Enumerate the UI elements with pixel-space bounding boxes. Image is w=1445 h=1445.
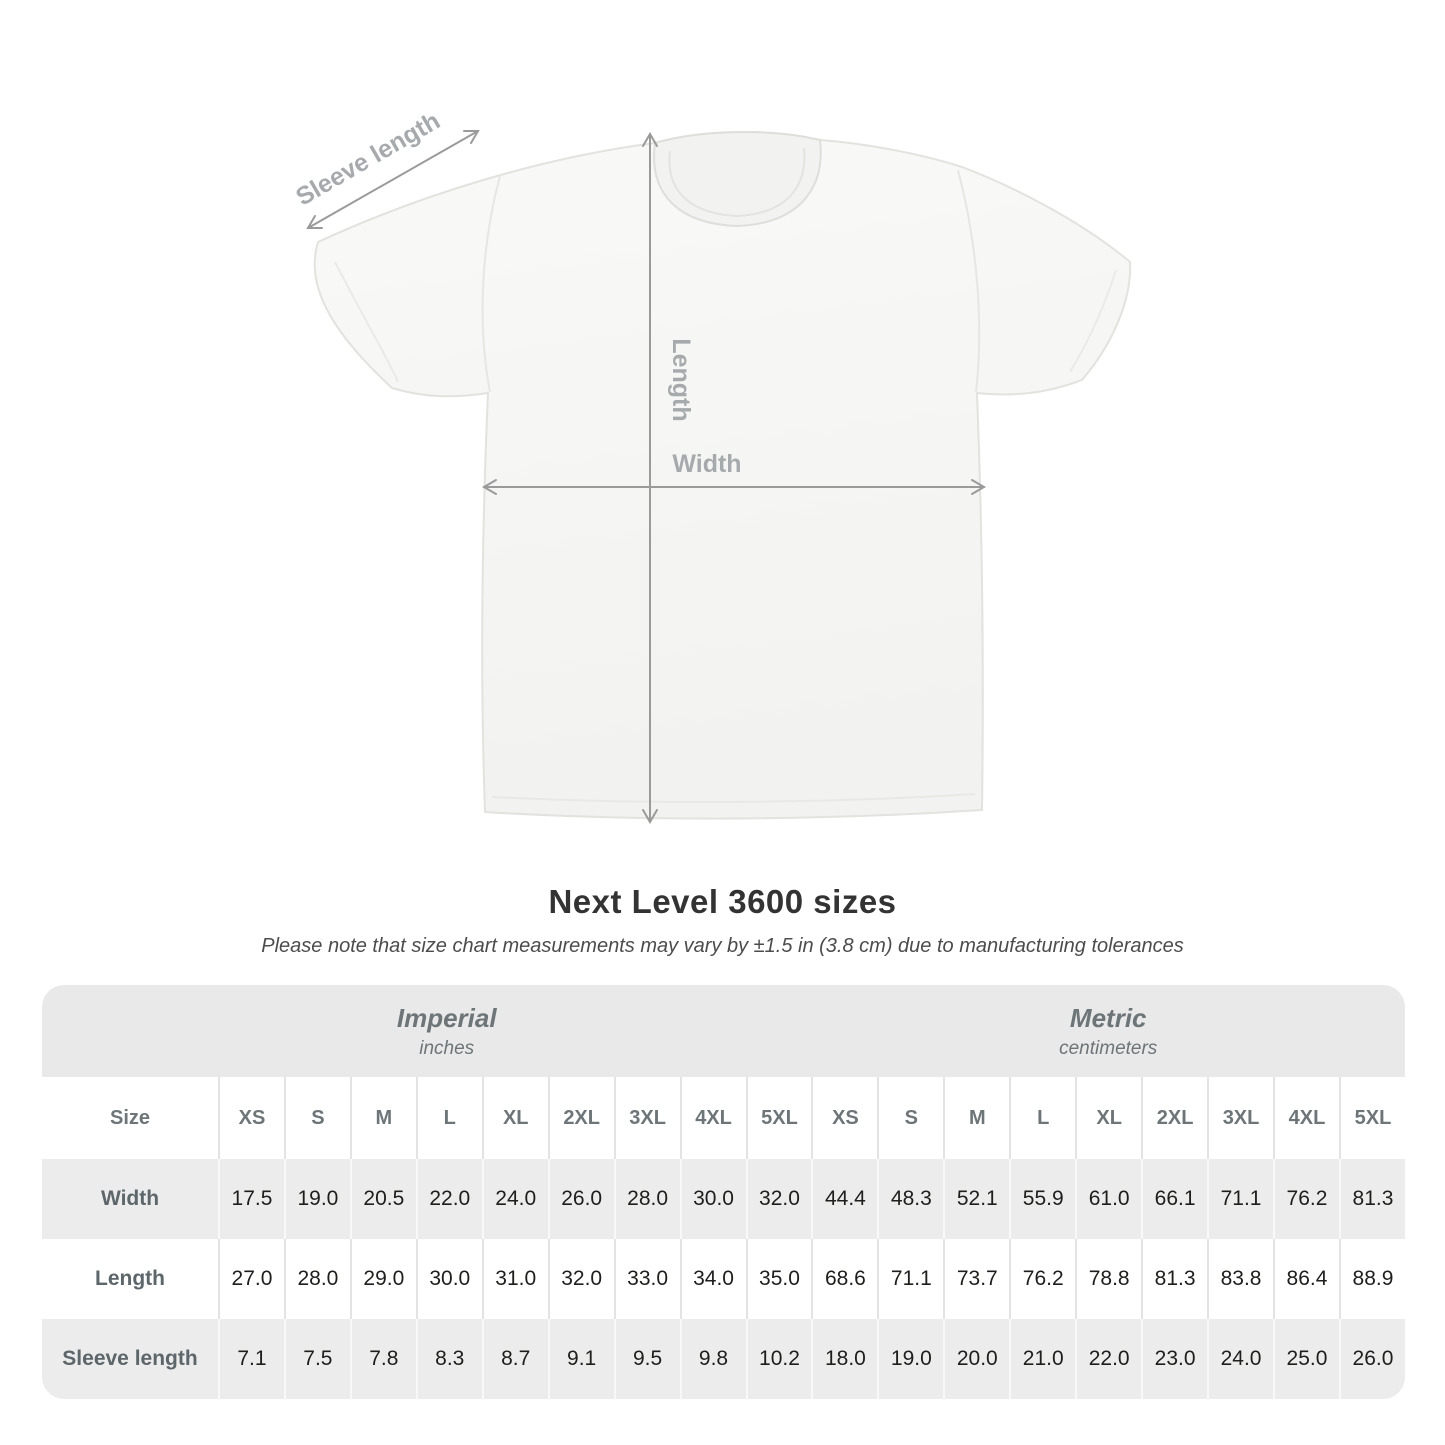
value-cell: 24.0 xyxy=(1207,1319,1273,1399)
value-cell: 31.0 xyxy=(482,1239,548,1319)
row-label: Sleeve length xyxy=(62,1347,198,1370)
size-col-header: M xyxy=(350,1077,416,1159)
size-table-container xyxy=(42,985,1405,1399)
value-cell: 26.0 xyxy=(548,1159,614,1239)
heading-block xyxy=(0,882,1445,959)
length-label: Length xyxy=(667,338,695,422)
value-cell: 81.3 xyxy=(1339,1159,1405,1239)
size-col-header: 3XL xyxy=(614,1077,680,1159)
size-col-header: S xyxy=(284,1077,350,1159)
value-cell: 7.8 xyxy=(350,1319,416,1399)
imperial-title: Imperial xyxy=(396,1002,497,1033)
sleeve-length-label: Sleeve length xyxy=(291,106,445,212)
value-cell: 21.0 xyxy=(1009,1319,1075,1399)
size-col-header: 4XL xyxy=(680,1077,746,1159)
value-cell: 33.0 xyxy=(614,1239,680,1319)
metric-title: Metric xyxy=(1069,1002,1147,1033)
size-col-header: 2XL xyxy=(548,1077,614,1159)
value-cell: 22.0 xyxy=(416,1159,482,1239)
value-cell: 24.0 xyxy=(482,1159,548,1239)
metric-group-header xyxy=(811,985,1405,1077)
value-cell: 17.5 xyxy=(218,1159,284,1239)
size-header-row xyxy=(42,1077,1405,1159)
value-cell: 9.5 xyxy=(614,1319,680,1399)
value-cell: 28.0 xyxy=(614,1159,680,1239)
value-cell: 8.3 xyxy=(416,1319,482,1399)
value-cell: 9.8 xyxy=(680,1319,746,1399)
value-cell: 76.2 xyxy=(1009,1239,1075,1319)
imperial-group-header xyxy=(42,985,811,1077)
size-col-header: XS xyxy=(218,1077,284,1159)
value-cell: 22.0 xyxy=(1075,1319,1141,1399)
value-cell: 52.1 xyxy=(943,1159,1009,1239)
size-col-header: S xyxy=(877,1077,943,1159)
value-cell: 25.0 xyxy=(1273,1319,1339,1399)
size-col-header: L xyxy=(416,1077,482,1159)
value-cell: 73.7 xyxy=(943,1239,1009,1319)
value-cell: 28.0 xyxy=(284,1239,350,1319)
value-cell: 78.8 xyxy=(1075,1239,1141,1319)
value-cell: 30.0 xyxy=(680,1159,746,1239)
value-cell: 71.1 xyxy=(1207,1159,1273,1239)
size-col-header: 2XL xyxy=(1141,1077,1207,1159)
table-row xyxy=(42,1159,1405,1239)
size-col-header: M xyxy=(943,1077,1009,1159)
size-col-header: 4XL xyxy=(1273,1077,1339,1159)
table-row xyxy=(42,1319,1405,1399)
size-col-header: 5XL xyxy=(1339,1077,1405,1159)
value-cell: 61.0 xyxy=(1075,1159,1141,1239)
size-col-header: L xyxy=(1009,1077,1075,1159)
size-column-header: Size xyxy=(42,1077,218,1159)
value-cell: 7.5 xyxy=(284,1319,350,1399)
value-cell: 29.0 xyxy=(350,1239,416,1319)
value-cell: 18.0 xyxy=(811,1319,877,1399)
imperial-unit: inches xyxy=(419,1037,475,1059)
value-cell: 76.2 xyxy=(1273,1159,1339,1239)
value-cell: 32.0 xyxy=(746,1159,812,1239)
value-cell: 30.0 xyxy=(416,1239,482,1319)
value-cell: 27.0 xyxy=(218,1239,284,1319)
value-cell: 34.0 xyxy=(680,1239,746,1319)
value-cell: 19.0 xyxy=(877,1319,943,1399)
page-title: Next Level 3600 sizes xyxy=(548,883,897,920)
value-cell: 35.0 xyxy=(746,1239,812,1319)
unit-group-row xyxy=(42,985,1405,1077)
value-cell: 71.1 xyxy=(877,1239,943,1319)
value-cell: 68.6 xyxy=(811,1239,877,1319)
value-cell: 55.9 xyxy=(1009,1159,1075,1239)
table-row xyxy=(42,1239,1405,1319)
value-cell: 83.8 xyxy=(1207,1239,1273,1319)
row-label: Width xyxy=(100,1187,160,1210)
value-cell: 66.1 xyxy=(1141,1159,1207,1239)
value-cell: 32.0 xyxy=(548,1239,614,1319)
value-cell: 86.4 xyxy=(1273,1239,1339,1319)
value-cell: 81.3 xyxy=(1141,1239,1207,1319)
value-cell: 48.3 xyxy=(877,1159,943,1239)
value-cell: 20.5 xyxy=(350,1159,416,1239)
tolerance-note: Please note that size chart measurements may vary by ±1.5 in (3.8 cm) due to manufacturing tolerances xyxy=(261,935,1184,957)
size-table xyxy=(42,985,1405,1399)
value-cell: 7.1 xyxy=(218,1319,284,1399)
value-cell: 44.4 xyxy=(811,1159,877,1239)
width-label: Width xyxy=(672,450,742,478)
value-cell: 26.0 xyxy=(1339,1319,1405,1399)
value-cell: 19.0 xyxy=(284,1159,350,1239)
size-col-header: 3XL xyxy=(1207,1077,1273,1159)
value-cell: 9.1 xyxy=(548,1319,614,1399)
size-col-header: 5XL xyxy=(746,1077,812,1159)
metric-unit: centimeters xyxy=(1059,1037,1158,1059)
value-cell: 23.0 xyxy=(1141,1319,1207,1399)
size-col-header: XS xyxy=(811,1077,877,1159)
value-cell: 10.2 xyxy=(746,1319,812,1399)
value-cell: 20.0 xyxy=(943,1319,1009,1399)
row-label: Length xyxy=(95,1267,165,1290)
size-col-header: XL xyxy=(482,1077,548,1159)
value-cell: 88.9 xyxy=(1339,1239,1405,1319)
size-col-header: XL xyxy=(1075,1077,1141,1159)
value-cell: 8.7 xyxy=(482,1319,548,1399)
